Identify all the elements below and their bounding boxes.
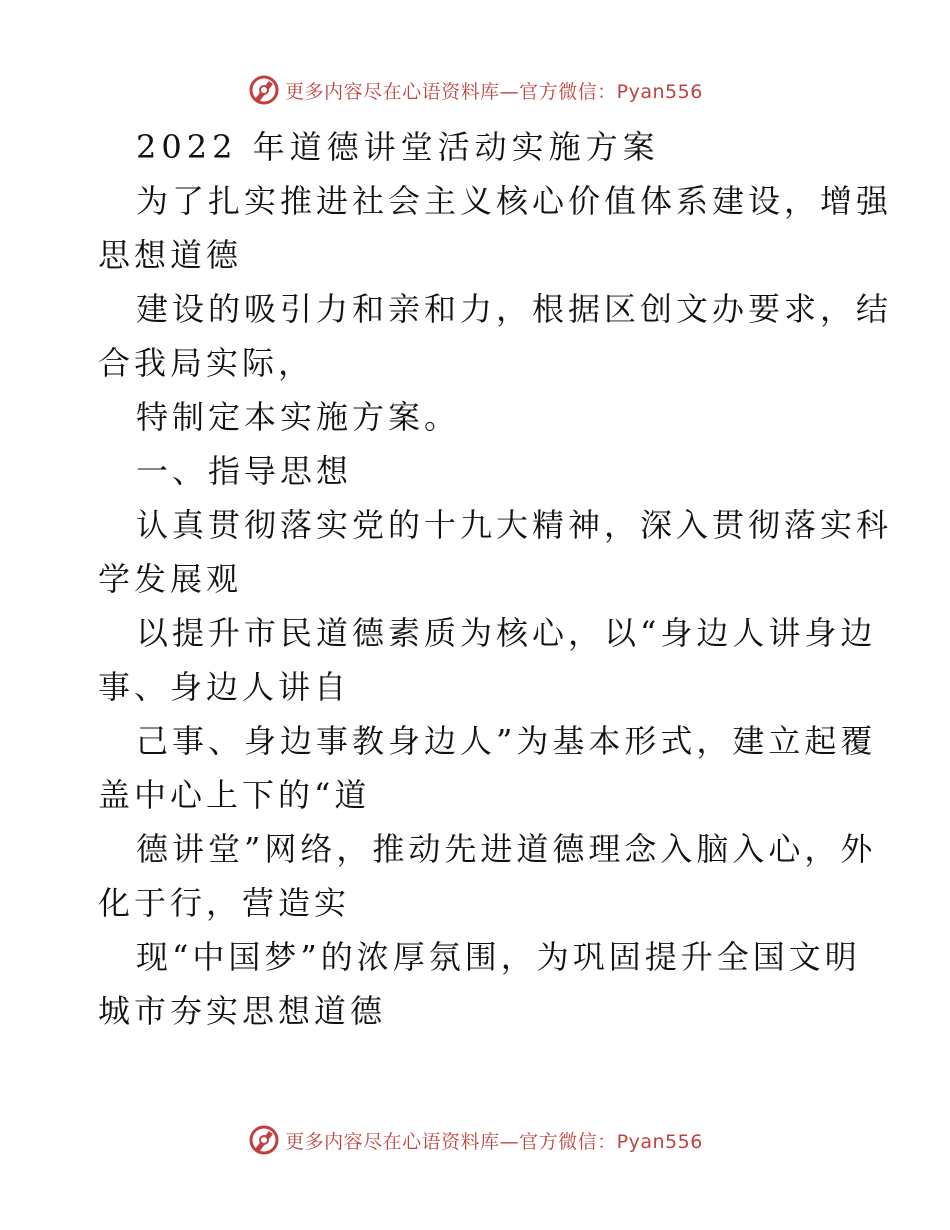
text-line: 合我局实际， (98, 344, 315, 382)
text-line: 学发展观 (98, 560, 243, 598)
text-line: 现“中国梦”的浓厚氛围，为巩固提升全国文明 (136, 938, 861, 976)
text-line: 以提升市民道德素质为核心，以“身边人讲身边 (136, 614, 877, 652)
pen-logo-icon (247, 1123, 281, 1157)
text-line: 建设的吸引力和亲和力，根据区创文办要求，结 (136, 290, 893, 328)
text-line: 盖中心上下的“道 (98, 776, 371, 814)
text-line: 己事、身边事教身边人”为基本形式，建立起覆 (136, 722, 877, 760)
header-watermark (0, 70, 950, 110)
document-body (98, 120, 893, 1038)
text-line: 德讲堂”网络，推动先进道德理念入脑入心，外 (136, 830, 877, 868)
text-line: 认真贯彻落实党的十九大精神，深入贯彻落实科 (136, 506, 893, 544)
text-line: 为了扎实推进社会主义核心价值体系建设，增强 (136, 182, 893, 220)
watermark-text: 更多内容尽在心语资料库—官方微信：Pyan556 (285, 80, 703, 103)
text-line: 事、身边人讲自 (98, 668, 351, 706)
watermark-text: 更多内容尽在心语资料库—官方微信：Pyan556 (285, 1130, 703, 1153)
text-line: 一、指导思想 (136, 452, 353, 490)
document-title: 2022 年道德讲堂活动实施方案 (136, 128, 660, 166)
text-line: 城市夯实思想道德 (98, 992, 387, 1030)
footer-watermark (0, 1120, 950, 1160)
text-line: 思想道德 (98, 236, 243, 274)
pen-logo-icon (247, 73, 281, 107)
paragraph-lines (98, 174, 893, 1038)
text-line: 特制定本实施方案。 (136, 398, 461, 436)
text-line: 化于行，营造实 (98, 884, 351, 922)
